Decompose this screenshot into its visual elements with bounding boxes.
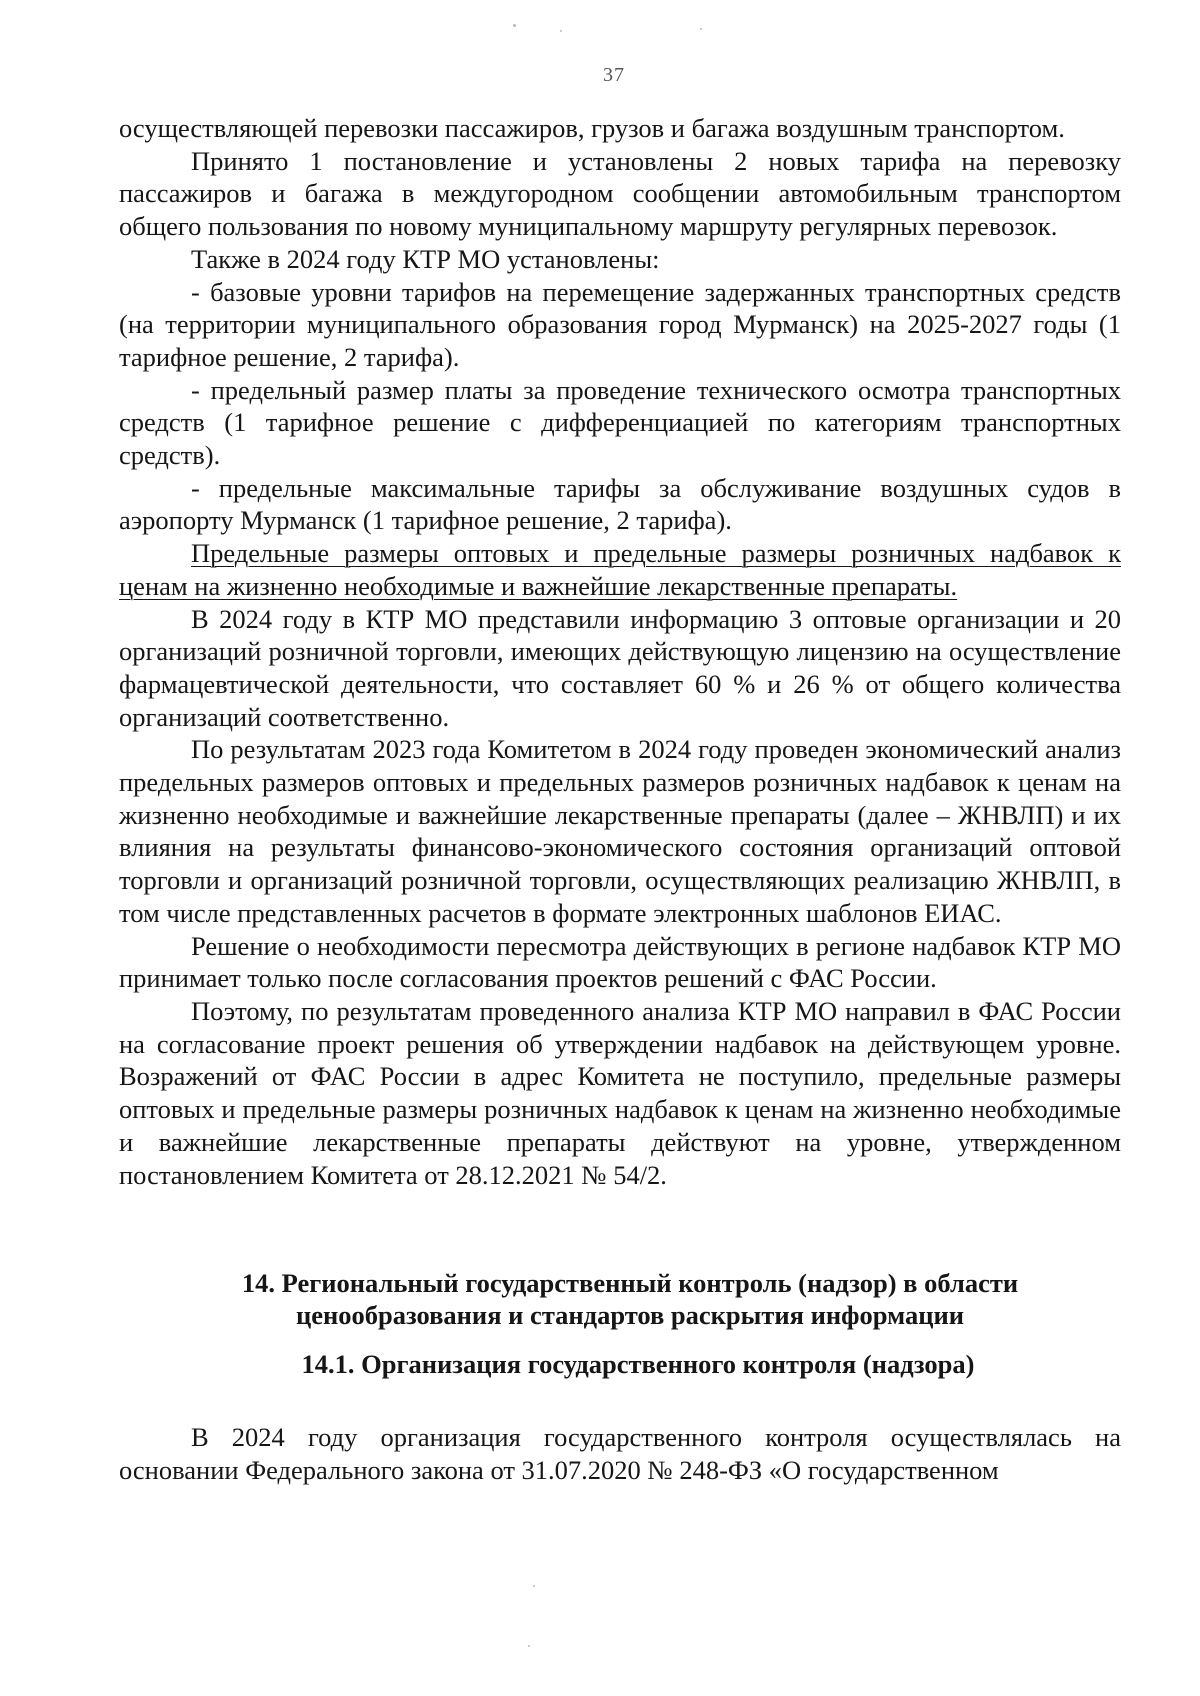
underlined-subheading: Предельные размеры оптовых и предельные размеры розничных надбавок к ценам на жизненно необходимые и важнейшие лекарственные препараты.: [119, 538, 1121, 601]
paragraph: осуществляющей перевозки пассажиров, грузов и багажа воздушным транспортом.: [119, 113, 1065, 143]
section-heading-line: 14. Региональный государственный контроль (надзор) в области: [241, 1268, 1019, 1298]
scan-speck: [700, 28, 702, 30]
subsection-heading-14-1: 14.1. Организация государственного контроля (надзора): [301, 1349, 975, 1379]
scan-speck: [513, 24, 516, 27]
paragraph: - базовые уровни тарифов на перемещение задержанных транспортных средств (на территории муниципального образования город Мурманск) на 2025-2027 годы (1 тарифное решение, 2 тарифа).: [119, 276, 1121, 372]
scan-speck: [528, 1645, 530, 1647]
paragraph: Решение о необходимости пересмотра действующих в регионе надбавок КТР МО принимает только после согласования проектов решений с ФАС России.: [119, 930, 1121, 994]
paragraph: Принято 1 постановление и установлены 2 новых тарифа на перевозку пассажиров и багажа в междугородном сообщении автомобильным транспортом общего пользования по новому муниципальному маршруту регулярных перевозок.: [119, 145, 1121, 242]
body-text-block: [119, 112, 1121, 1191]
page-number: 37: [603, 64, 625, 86]
paragraph: Также в 2024 году КТР МО установлены:: [191, 243, 660, 274]
paragraph: Поэтому, по результатам проведенного анализа КТР МО направил в ФАС России на согласование проект решения об утверждении надбавок на действующем уровне. Возражений от ФАС России в адрес Комитета не поступило, предельные размеры оптовых и предельные размеры розничных надбавок к ценам на жизненно необходимые и важнейшие лекарственные препараты действуют на уровне, утвержденном постановлением Комитета от 28.12.2021 № 54/2.: [119, 995, 1121, 1190]
section-heading-line: ценообразования и стандартов раскрытия информации: [295, 1300, 964, 1330]
paragraph: - предельные максимальные тарифы за обслуживание воздушных судов в аэропорту Мурманск (1 тарифное решение, 2 тарифа).: [119, 472, 1121, 536]
paragraph: По результатам 2023 года Комитетом в 2024 году проведен экономический анализ предельных размеров оптовых и предельных размеров розничных надбавок к ценам на жизненно необходимые и важнейшие лекарственные препараты (далее – ЖНВЛП) и их влияния на результаты финансово-экономического состояния организаций оптовой торговли и организаций розничной торговли, осуществляющих реализацию ЖНВЛП, в том числе представленных расчетов в формате электронных шаблонов ЕИАС.: [119, 734, 1121, 928]
section-heading-14: [119, 1267, 1121, 1331]
body-text-block: [119, 1421, 1121, 1486]
paragraph: В 2024 году в КТР МО представили информацию 3 оптовые организации и 20 организаций розничной торговли, имеющих действующую лицензию на осуществление фармацевтической деятельности, что составляет 60 % и 26 % от общего количества организаций соответственно.: [119, 603, 1121, 732]
paragraph: - предельный размер платы за проведение технического осмотра транспортных средств (1 тарифное решение с дифференциацией по категориям транспортных средств).: [119, 374, 1121, 471]
scan-speck: [560, 30, 562, 32]
paragraph: В 2024 году организация государственного контроля осуществлялась на основании Федерального закона от 31.07.2020 № 248-ФЗ «О государственном: [119, 1422, 1121, 1485]
scan-speck: [533, 1585, 535, 1587]
